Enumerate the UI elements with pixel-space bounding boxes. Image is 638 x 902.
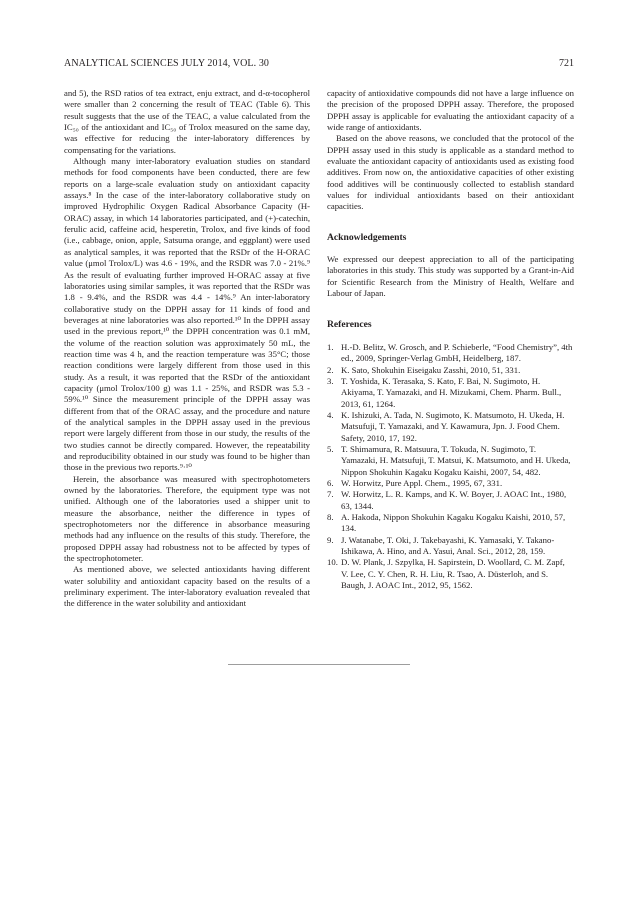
reference-item bbox=[327, 478, 574, 489]
reference-text: K. Sato, Shokuhin Eiseigaku Zasshi, 2010, 51, 331. bbox=[341, 364, 521, 375]
paragraph: and 5), the RSD ratios of tea extract, enju extract, and d-α-tocopherol were smaller than 2 concerning the result of TEAC (Table 6). This result suggests that the use of the TEAC, a value calculated from the IC₅₀ of the antioxidant and IC₅₀ of Trolox measured on the same day, was effective for reducing the inter-laboratory differences by compensating for the variations. bbox=[64, 88, 310, 155]
paragraph: Herein, the absorbance was measured with spectrophotometers owned by the laboratories. Therefore, the equipment type was not unified. Although one of the laboratories used a shipper unit to measure the absorbance, neither the difference in types of spectrophotometers nor the difference in absorbance measuring methods had any influence on the results of this study. Therefore, the proposed DPPH assay had robustness not to be affected by types of the spectrophotometer. bbox=[64, 473, 310, 564]
paragraph: As mentioned above, we selected antioxidants having different water solubility and antioxidant capacity based on the results of a preliminary experiment. The inter-laboratory evaluation revealed that the difference in the water solubility and antioxidant bbox=[64, 564, 310, 609]
reference-text: H.-D. Belitz, W. Grosch, and P. Schieberle, “Food Chemistry”, 4th ed., 2009, Springer-Verlag GmbH, Heidelberg, 187. bbox=[341, 341, 573, 364]
reference-number: 7. bbox=[327, 489, 334, 500]
reference-text: J. Watanabe, T. Oki, J. Takebayashi, K. Yamasaki, Y. Takano-Ishikawa, A. Hino, and A. Yasui, Anal. Sci., 2012, 28, 159. bbox=[341, 534, 555, 557]
reference-text: A. Hakoda, Nippon Shokuhin Kagaku Kogaku Kaishi, 2010, 57, 134. bbox=[341, 512, 566, 534]
reference-text: W. Horwitz, L. R. Kamps, and K. W. Boyer, J. AOAC Int., 1980, 63, 1344. bbox=[341, 489, 567, 511]
reference-number: 6. bbox=[327, 477, 334, 488]
acknowledgements-text: We expressed our deepest appreciation to all of the participating laboratories in this study. This study was supported by a Grant-in-Aid for Scientific Research from the Ministry of Health, Welfare and Labour of Japan. bbox=[327, 254, 574, 299]
reference-number: 1. bbox=[327, 341, 334, 352]
reference-number: 3. bbox=[327, 375, 334, 386]
journal-header: ANALYTICAL SCIENCES JULY 2014, VOL. 30 bbox=[64, 58, 270, 69]
reference-item bbox=[327, 557, 574, 591]
reference-item bbox=[327, 376, 574, 410]
footer-divider bbox=[228, 664, 410, 665]
reference-item bbox=[327, 535, 574, 558]
reference-number: 2. bbox=[327, 364, 334, 375]
running-header bbox=[64, 58, 574, 72]
reference-number: 10. bbox=[327, 557, 338, 568]
paragraph: Although many inter-laboratory evaluation studies on standard methods for food components have been conducted, there are few reports on a large-scale evaluation study on antioxidant capacity assays.⁸ In the case of the inter-laboratory collaborative study on improved Hydrophilic Oxygen Radical Absorbance Capacity (H-ORAC) assay, in which 14 laboratories participated, and (+)-catechin, ferulic acid, caffeine acid, hesperetin, Trolox, and five kinds of food (i.e., cabbage, onion, apple, Satsuma orange, and eggplant) were used as analytical samples, it was reported that the RSDr of the H-ORAC value (μmol Trolox/L) was 4.6 - 19%, and the RSDR was 7.0 - 21%.⁹ As the result of evaluating further improved H-ORAC assay at five laboratories using similar samples, it was reported that the RSDr was 1.8 - 9.4%, and the RSDR was 4.4 - 14%.⁹ An inter-laboratory collaborative study on the DPPH assay for 11 kinds of food and beverages at nine laboratories was also reported.¹⁰ In the DPPH assay used in the previous report,¹⁰ the DPPH concentration was 0.1 mM, the volume of the reaction solution was approximately 50 mL, the reaction time was 4 h, and the reaction temperature was 35°C; those reaction conditions were largely different from those used in this study. As a result, it was reported that the RSDr of the antioxidant capacity (μmol Trolox/100 g) was 1.1 - 25%, and RSDR was 5.3 - 59%.¹⁰ Since the measurement principle of the DPPH assay was different from that of the ORAC assay, and the procedure and nature of the analytical samples in the DPPH assay used in the previous report were largely different from those in our study, the results of the two studies cannot be directly compared. However, the repeatability and reproducibility obtained in our study was found to be higher than those in the previous two reports.⁹·¹⁰ bbox=[64, 156, 310, 473]
reference-item bbox=[327, 444, 574, 478]
references-heading: References bbox=[327, 318, 372, 330]
left-column bbox=[64, 88, 310, 610]
reference-item bbox=[327, 410, 574, 444]
reference-text: W. Horwitz, Pure Appl. Chem., 1995, 67, 331. bbox=[341, 477, 503, 488]
page-number: 721 bbox=[559, 58, 574, 69]
paragraph: Based on the above reasons, we concluded that the protocol of the DPPH assay used in this study is applicable as a standard method to evaluate the antioxidant capacity of antioxidants used as existing food additives. From now on, the antioxidative capacities of other existing food additives will be continuously collected to establish standard values for individual antioxidants based on their antioxidant capacities. bbox=[327, 133, 574, 212]
reference-text: K. Ishizuki, A. Tada, N. Sugimoto, K. Matsumoto, H. Ukeda, H. Matsufuji, T. Yamazaki, and Y. Kawamura, Jpn. J. Food Chem. Safety, 2010, 17, 192. bbox=[341, 409, 565, 443]
reference-text: D. W. Plank, J. Szpylka, H. Sapirstein, D. Woollard, C. M. Zapf, V. Lee, C. Y. Chen, R. H. Liu, R. Tsao, A. Düsterloh, and S. Baugh, J. AOAC Int., 2012, 95, 1562. bbox=[341, 557, 565, 591]
reference-item bbox=[327, 342, 574, 365]
reference-item bbox=[327, 489, 574, 512]
reference-text: T. Shimamura, R. Matsuura, T. Tokuda, N. Sugimoto, T. Yamazaki, H. Matsufuji, T. Matsui, K. Matsumoto, and H. Ukeda, Nippon Shokuhin Kagaku Kogaku Kaishi, 2007, 54, 482. bbox=[341, 443, 571, 477]
paragraph: capacity of antioxidative compounds did not have a large influence on the precision of the proposed DPPH assay. Therefore, the proposed DPPH assay is applicable for evaluating the antioxidant capacity of a wide range of antioxidants. bbox=[327, 88, 574, 133]
reference-list bbox=[327, 342, 574, 592]
acknowledgements-heading: Acknowledgements bbox=[327, 231, 407, 243]
reference-number: 4. bbox=[327, 409, 334, 420]
reference-number: 9. bbox=[327, 534, 334, 545]
reference-number: 5. bbox=[327, 443, 334, 454]
reference-item bbox=[327, 512, 574, 535]
reference-number: 8. bbox=[327, 512, 334, 522]
reference-item bbox=[327, 365, 574, 376]
right-column bbox=[327, 88, 574, 591]
reference-text: T. Yoshida, K. Terasaka, S. Kato, F. Bai, N. Sugimoto, H. Akiyama, T. Yamazaki, and H. Mizukami, Chem. Pharm. Bull., 2013, 61, 1264. bbox=[341, 375, 562, 409]
